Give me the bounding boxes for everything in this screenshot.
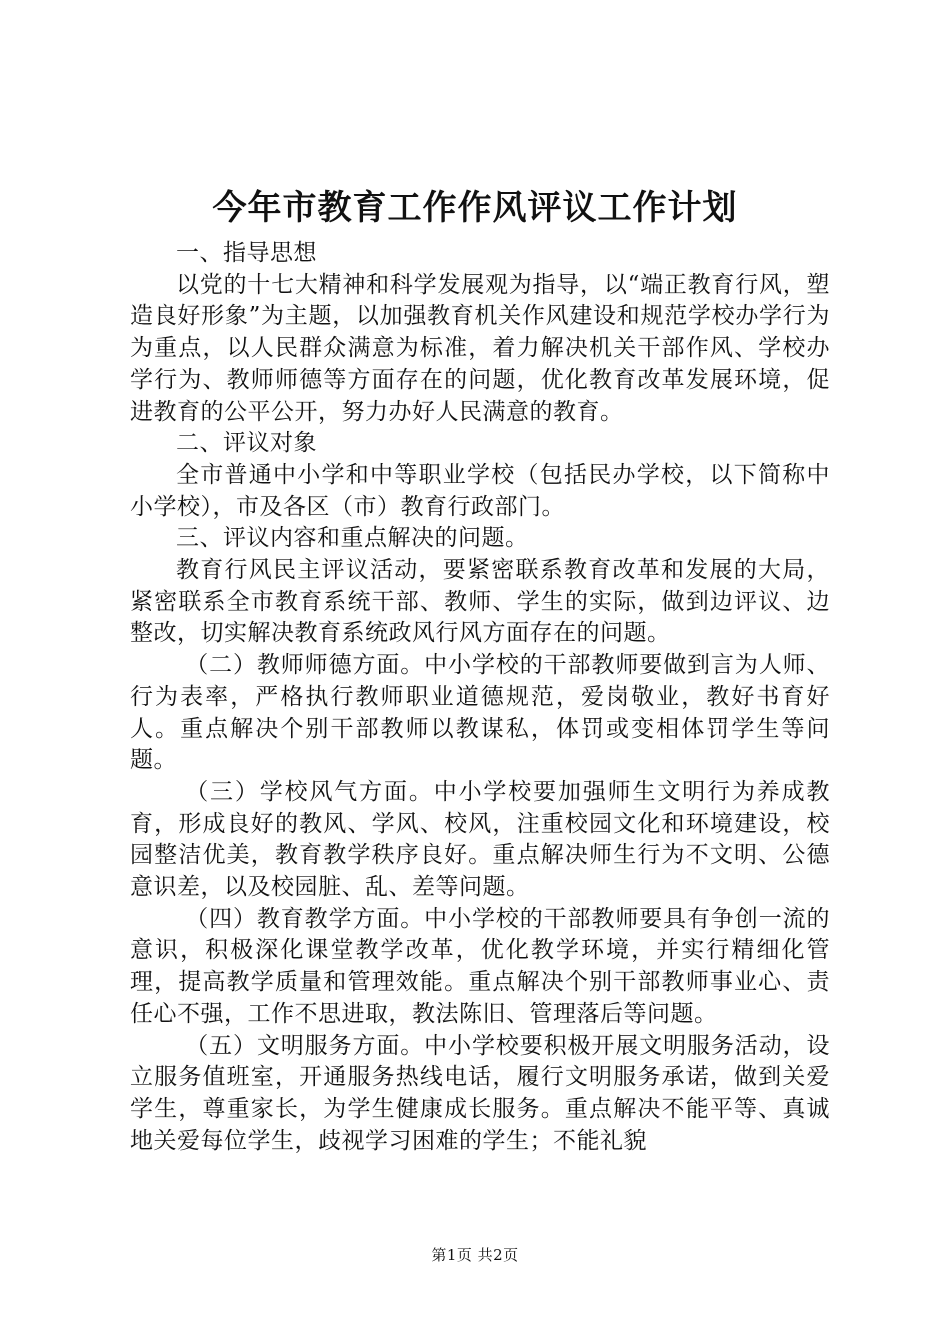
paragraph-guiding-ideology: 以党的十七大精神和科学发展观为指导，以“端正教育行风，塑造良好形象”为主题，以加强教育机关作风建设和规范学校办学行为为重点，以人民群众满意为标准，着力解决机关干部作风、学校办学行为、教师师德等方面存在的问题，优化教育改革发展环境，促进教育的公平公开，努力办好人民满意的教育。: [130, 271, 830, 425]
section-heading-review-targets: 二、评议对象: [176, 430, 317, 457]
document-body: [130, 238, 830, 1157]
paragraph-school-atmosphere: （三）学校风气方面。中小学校要加强师生文明行为养成教育，形成良好的教风、学风、校风，注重校园文化和环境建设，校园整洁优美，教育教学秩序良好。重点解决师生行为不文明、公德意识差，以及校园脏、乱、差等问题。: [130, 778, 830, 901]
section-heading-guiding-ideology: 一、指导思想: [176, 240, 317, 266]
paragraph-civil-service: （五）文明服务方面。中小学校要积极开展文明服务活动，设立服务值班室，开通服务热线电话，履行文明服务承诺，做到关爱学生，尊重家长，为学生健康成长服务。重点解决不能平等、真诚地关爱每位学生，歧视学习困难的学生；不能礼貌: [130, 1032, 830, 1154]
section-heading-review-content: 三、评议内容和重点解决的问题。: [176, 525, 529, 552]
document-title: 今年市教育工作作风评议工作计划: [212, 188, 738, 228]
paragraph-teaching: （四）教育教学方面。中小学校的干部教师要具有争创一流的意识，积极深化课堂教学改革，优化教学环境，并实行精细化管理，提高教学质量和管理效能。重点解决个别干部教师事业心、责任心不强，工作不思进取，教法陈旧、管理落后等问题。: [130, 905, 830, 1027]
paragraph-review-content: 教育行风民主评议活动，要紧密联系教育改革和发展的大局，紧密联系全市教育系统干部、教师、学生的实际，做到边评议、边整改，切实解决教育系统政风行风方面存在的问题。: [130, 557, 830, 647]
page-footer: 第1页 共2页: [431, 1246, 519, 1264]
paragraph-teacher-ethics: （二）教师师德方面。中小学校的干部教师要做到言为人师、行为表率，严格执行教师职业道德规范，爱岗敬业，教好书育好人。重点解决个别干部教师以教谋私，体罚或变相体罚学生等问题。: [130, 652, 830, 774]
paragraph-review-targets: 全市普通中小学和中等职业学校（包括民办学校，以下简称中小学校），市及各区（市）教育行政部门。: [130, 461, 830, 520]
